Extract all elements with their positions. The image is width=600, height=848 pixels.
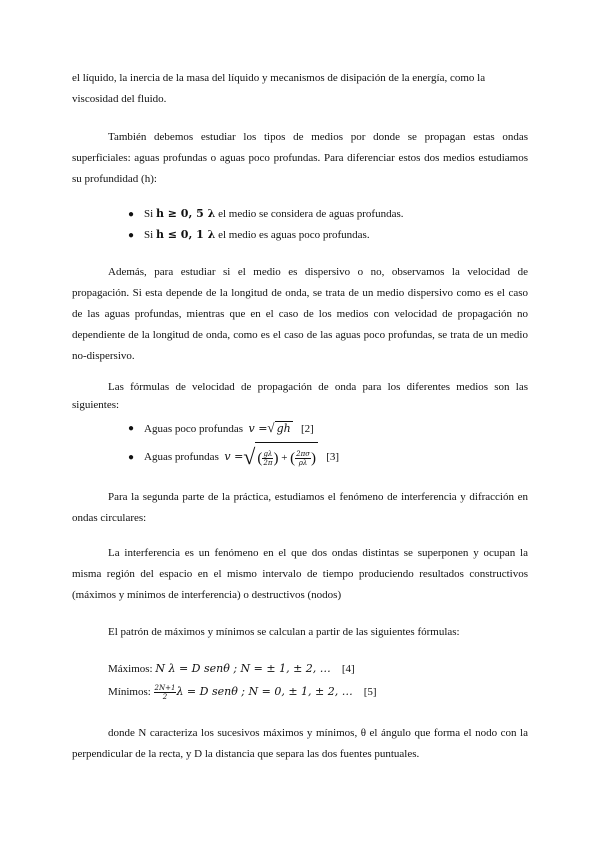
paragraph-3-line-5: no-dispersivo.	[72, 350, 135, 362]
paragraph-3-line-1: Además, para estudiar si el medio es dispersivo o no, observamos la velocidad de	[108, 266, 528, 278]
paragraph-3-line-4: dependiente de la longitud de onda, como es el caso de las aguas poco profundas, se trata de un medio	[72, 329, 528, 341]
bullet-shallow-water	[144, 228, 370, 242]
formula-lhs: v =	[224, 449, 244, 463]
bullet-icon: ●	[128, 209, 135, 220]
fraction-1-numerator: gλ	[263, 449, 273, 458]
plus-operator: +	[281, 452, 288, 464]
paragraph-2-line-3: su profundidad (h):	[72, 173, 157, 185]
formula-label: Aguas profundas	[144, 450, 219, 463]
paragraph-6-line-1: La interferencia es un fenómeno en el que dos ondas distintas se superponen y ocupan la	[108, 547, 528, 559]
minima-fraction-numerator: 2N+1	[154, 683, 176, 692]
paragraph-5-line-2: ondas circulares:	[72, 512, 147, 524]
formula-shallow-water	[144, 421, 314, 436]
paragraph-6-line-2: misma región del espacio en el mismo intervalo de tiempo produciendo resultados constructivos	[72, 568, 528, 580]
paragraph-1-line-1: el líquido, la inercia de la masa del líquido y mecanismos de disipación de la energía, como la	[72, 72, 486, 84]
paragraph-6-line-3: (máximos y mínimos de interferencia) o destructivos (nodos)	[72, 589, 342, 601]
paragraph-8-line-1: donde N caracteriza los sucesivos máximos y mínimos, θ el ángulo que forma el nodo con la	[108, 727, 528, 739]
bullet-description: el medio se considera de aguas profundas.	[218, 208, 404, 220]
paragraph-4-line-1: Las fórmulas de velocidad de propagación de onda para los diferentes medios son las	[108, 381, 528, 393]
sqrt-symbol: √	[267, 420, 275, 435]
paragraph-2-line-2: superficiales: aguas profundas o aguas poco profundas. Para diferenciar estos dos medios estudiamos	[72, 152, 528, 164]
bullet-description: el medio es aguas poco profundas.	[218, 229, 370, 241]
formula-reference: [2]	[300, 423, 314, 435]
paragraph-2-line-1: También debemos estudiar los tipos de medios por donde se propagan estas ondas	[108, 131, 528, 143]
bullet-condition: h ≥ 0, 5 λ	[155, 207, 216, 220]
fraction-1-denominator: 2π	[263, 458, 273, 467]
bullet-icon: ●	[128, 452, 135, 463]
maxima-formula	[108, 662, 528, 676]
paragraph-3-line-3: de las aguas profundas, mientras que en el caso de los medios con velocidad de propagación no	[72, 308, 528, 320]
paragraph-8-line-2: perpendicular de la recta, y D la distancia que separa las dos fuentes puntuales.	[72, 748, 420, 760]
minima-expression: λ = D senθ ; N = 0, ± 1, ± 2, …	[176, 685, 353, 698]
fraction-2-denominator: ρλ	[298, 458, 308, 467]
bullet-icon: ●	[128, 230, 135, 241]
formula-deep-water	[144, 442, 339, 472]
formula-radicand: gh	[276, 422, 291, 435]
paragraph-3-line-2: propagación. Si esta depende de la longitud de onda, se trata de un medio dispersivo como es el caso	[72, 287, 528, 299]
minima-label: Mínimos:	[108, 686, 151, 698]
bullet-prefix: Si	[144, 208, 154, 220]
minima-fraction-denominator: 2	[162, 692, 168, 701]
maxima-label: Máximos:	[108, 663, 153, 675]
formula-reference: [3]	[326, 450, 340, 463]
sqrt-symbol: √	[243, 444, 256, 470]
paragraph-7-line-1: El patrón de máximos y mínimos se calculan a partir de las siguientes fórmulas:	[108, 626, 460, 638]
bullet-deep-water	[144, 207, 404, 221]
fraction-2-numerator: 2πσ	[296, 449, 310, 458]
bullet-prefix: Si	[144, 229, 154, 241]
maxima-reference: [4]	[341, 663, 355, 675]
bullet-icon: ●	[128, 423, 135, 434]
formula-radicand: ( $\frac{g\lambda}{2\pi}$ ) + ( $\frac{2\pi\sigma}{\rho\lambda}$ )	[255, 442, 318, 472]
maxima-expression: N λ = D senθ ; N = ± 1, ± 2, …	[155, 662, 331, 675]
paragraph-1-line-2: viscosidad del fluido.	[72, 93, 167, 105]
bullet-condition: h ≤ 0, 1 λ	[155, 228, 216, 241]
formula-label: Aguas poco profundas	[144, 423, 243, 435]
paragraph-5-line-1: Para la segunda parte de la práctica, estudiamos el fenómeno de interferencia y difracción en	[108, 491, 528, 503]
minima-formula	[108, 682, 528, 702]
minima-reference: [5]	[363, 686, 377, 698]
formula-lhs: v =	[248, 422, 268, 435]
paragraph-4-line-2: siguientes:	[72, 399, 120, 411]
